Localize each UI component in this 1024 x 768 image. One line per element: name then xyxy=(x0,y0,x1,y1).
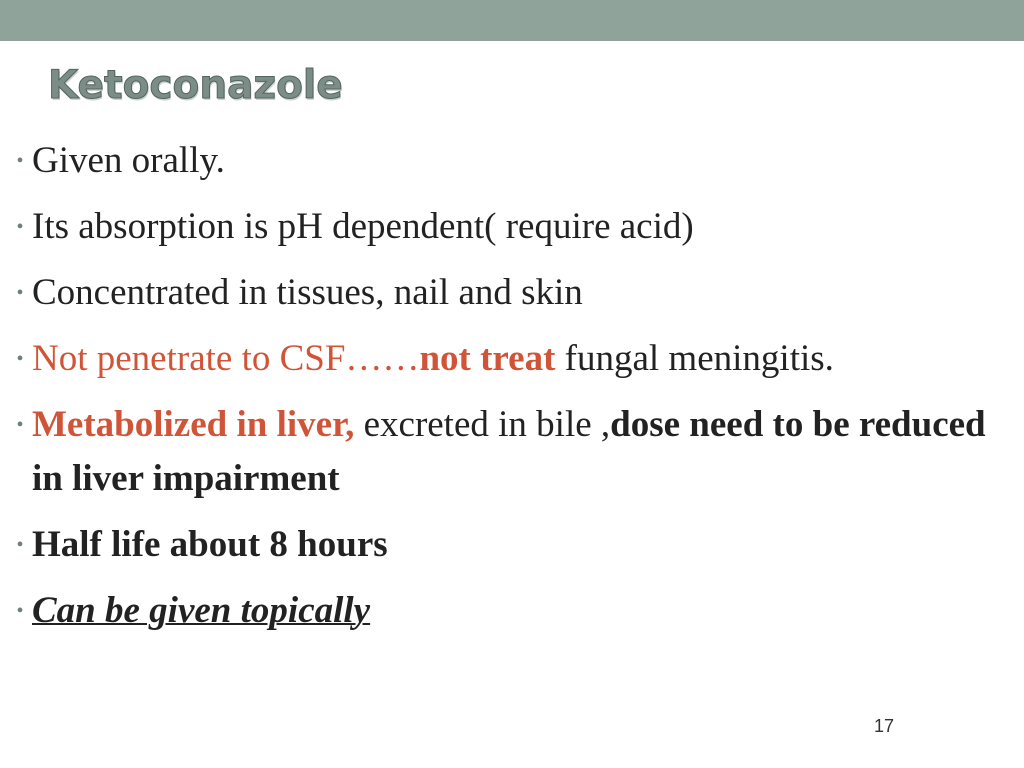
dose-reduced-text: dose need to be reduced in liver impairment xyxy=(32,404,986,499)
bullet-dot-icon: • xyxy=(16,600,24,622)
bullet-list xyxy=(10,134,1010,650)
metabolized-text: Metabolized in liver, xyxy=(32,404,355,445)
bullet-item xyxy=(10,584,1010,638)
bullet-dot-icon: • xyxy=(16,216,24,238)
not-treat-text: not treat xyxy=(419,338,556,379)
meningitis-text: fungal meningitis. xyxy=(555,338,834,379)
bullet-dot-icon: • xyxy=(16,534,24,556)
bullet-dot-icon: • xyxy=(16,348,24,370)
slide-title: Ketoconazole xyxy=(48,63,343,108)
page-number: 17 xyxy=(874,716,895,736)
bullet-dot-icon: • xyxy=(16,150,24,172)
bullet-item xyxy=(10,518,1010,572)
bullet-item xyxy=(10,332,1010,386)
csf-text: Not penetrate to CSF…… xyxy=(32,338,420,379)
bullet-item xyxy=(10,134,1010,188)
bullet-item xyxy=(10,266,1010,320)
half-life-text: Half life about 8 hours xyxy=(32,524,388,565)
bullet-text: Concentrated in tissues, nail and skin xyxy=(32,272,583,313)
bullet-item xyxy=(10,200,1010,254)
excreted-text: excreted in bile , xyxy=(354,404,611,445)
bullet-text: Given orally. xyxy=(32,140,225,181)
topical-text: Can be given topically xyxy=(32,590,371,631)
bullet-dot-icon: • xyxy=(16,414,24,436)
bullet-item xyxy=(10,398,1010,506)
bullet-dot-icon: • xyxy=(16,282,24,304)
top-banner xyxy=(0,0,1024,41)
bullet-text: Its absorption is pH dependent( require acid) xyxy=(32,206,694,247)
